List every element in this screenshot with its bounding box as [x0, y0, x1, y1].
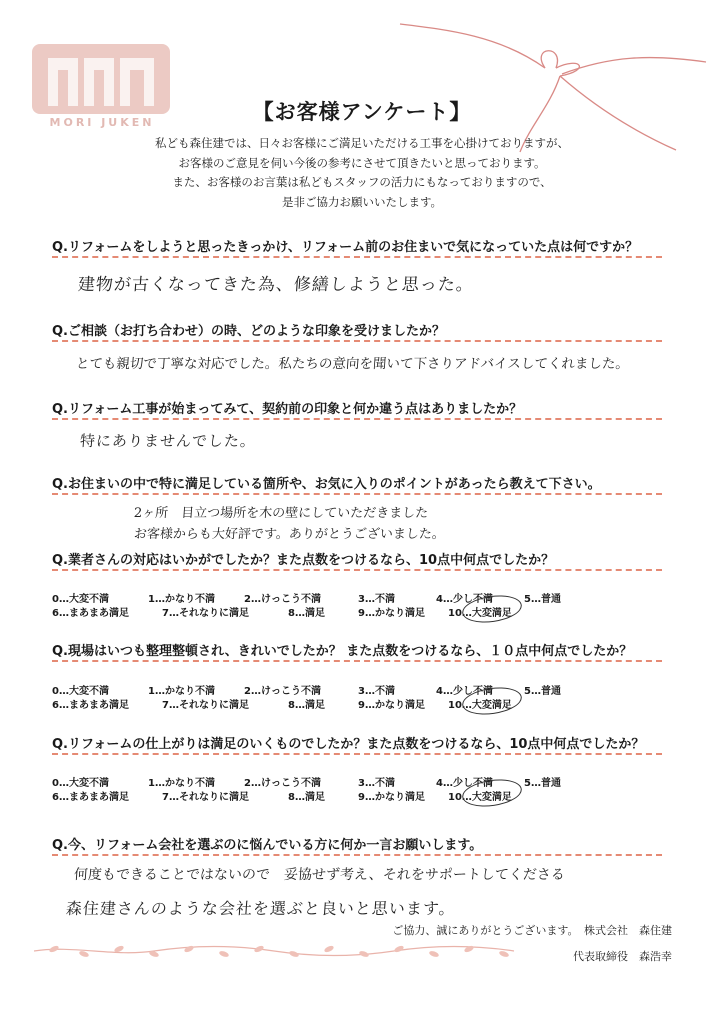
answer-8-line-2: 森住建さんのような会社を選ぶと良いと思います。 [65, 899, 457, 918]
intro-line: また、お客様のお言葉は私どもスタッフの活力にもなっておりますので、 [172, 175, 552, 189]
score-option: 8…満足 [288, 700, 325, 711]
score-option: 10…大変満足 [448, 792, 512, 803]
score-option: 7…それなりに満足 [162, 792, 249, 803]
score-option: 2…けっこう不満 [244, 778, 321, 789]
score-option: 3…不満 [358, 594, 395, 605]
score-options-q6 [52, 682, 692, 720]
dashed-divider [52, 753, 662, 755]
score-option: 8…満足 [288, 608, 325, 619]
score-option: 5…普通 [524, 686, 561, 697]
score-option: 0…大変不満 [52, 778, 109, 789]
score-option: 2…けっこう不満 [244, 594, 321, 605]
answer-2: とても親切で丁寧な対応でした。私たちの意向を聞いて下さりアドバイスしてくれました。 [75, 356, 630, 372]
intro-line: 是非ご協力お願いいたします。 [281, 194, 443, 209]
score-option: 5…普通 [524, 778, 561, 789]
question-3: Q.リフォーム工事が始まってみて、契約前の印象と何か違う点はありましたか？ [52, 402, 523, 417]
score-option: 7…それなりに満足 [162, 700, 249, 711]
score-option: 9…かなり満足 [358, 700, 425, 711]
score-option: 0…大変不満 [52, 594, 109, 605]
score-option: 1…かなり不満 [148, 686, 215, 697]
signature-line: 代表取締役 森浩幸 [573, 950, 672, 963]
question-2: Q.ご相談（お打ち合わせ）の時、どのような印象を受けましたか？ [52, 324, 445, 339]
answer-4-line-1: 2ヶ所 目立つ場所を木の壁にしていただきました [133, 506, 429, 521]
score-option: 4…少し不満 [436, 686, 493, 697]
score-option: 4…少し不満 [436, 594, 493, 605]
dashed-divider [52, 569, 662, 571]
score-option: 6…まあまあ満足 [52, 792, 129, 803]
score-option: 1…かなり不満 [148, 778, 215, 789]
intro-line: 私ども森住建では、日々お客様にご満足いただける工事を心掛けておりますが、 [155, 136, 569, 150]
intro-text [0, 134, 724, 212]
page-title: 【お客様アンケート】 [252, 100, 472, 124]
dashed-divider [52, 418, 662, 420]
score-option: 10…大変満足 [448, 608, 512, 619]
vine-decoration-icon [34, 941, 694, 961]
answer-4-line-2: お客様からも大好評です。ありがとうございました。 [133, 527, 446, 542]
score-option: 6…まあまあ満足 [52, 700, 129, 711]
score-option: 8…満足 [288, 792, 325, 803]
dashed-divider [52, 340, 662, 342]
dashed-divider [52, 256, 662, 258]
question-4: Q.お住まいの中で特に満足している箇所や、お気に入りのポイントがあったら教えて下さい。 [52, 477, 601, 492]
score-option: 10…大変満足 [448, 700, 512, 711]
score-option: 0…大変不満 [52, 686, 109, 697]
logo-text: MORI JUKEN [49, 116, 155, 129]
dashed-divider [52, 660, 662, 662]
dashed-divider [52, 493, 662, 495]
question-6: Q.現場はいつも整理整頓され、きれいでしたか？ また点数をつけるなら、１０点中何点でしたか？ [52, 644, 633, 659]
score-option: 1…かなり不満 [148, 594, 215, 605]
answer-8-line-1: 何度もできることではないので 妥協せず考え、それをサポートしてくださる [73, 867, 566, 883]
answer-1: 建物が古くなってきた為、修繕しようと思った。 [77, 275, 475, 295]
score-option: 9…かなり満足 [358, 792, 425, 803]
question-5: Q.業者さんの対応はいかがでしたか？また点数をつけるなら、10点中何点でしたか？ [52, 553, 555, 568]
score-option: 5…普通 [524, 594, 561, 605]
question-8: Q.今、リフォーム会社を選ぶのに悩んでいる方に何か一言お願いします。 [52, 838, 483, 853]
score-options-q7 [52, 774, 692, 812]
score-option: 9…かなり満足 [358, 608, 425, 619]
score-options-q5 [52, 590, 692, 628]
question-7: Q.リフォームの仕上がりは満足のいくものでしたか？また点数をつけるなら、10点中何点でしたか？ [52, 737, 645, 752]
score-option: 3…不満 [358, 686, 395, 697]
score-option: 6…まあまあ満足 [52, 608, 129, 619]
dashed-divider [52, 854, 662, 856]
intro-line: お客様のご意見を伺い今後の参考にさせて頂きたいと思っております。 [178, 155, 546, 170]
score-option: 3…不満 [358, 778, 395, 789]
closing-line: ご協力、誠にありがとうございます。 株式会社 森住建 [392, 924, 672, 937]
answer-3: 特にありませんでした。 [79, 432, 257, 450]
score-option: 2…けっこう不満 [244, 686, 321, 697]
score-option: 4…少し不満 [436, 778, 493, 789]
question-1: Q.リフォームをしようと思ったきっかけ、リフォーム前のお住まいで気になっていた点は何ですか？ [52, 240, 639, 255]
score-option: 7…それなりに満足 [162, 608, 249, 619]
